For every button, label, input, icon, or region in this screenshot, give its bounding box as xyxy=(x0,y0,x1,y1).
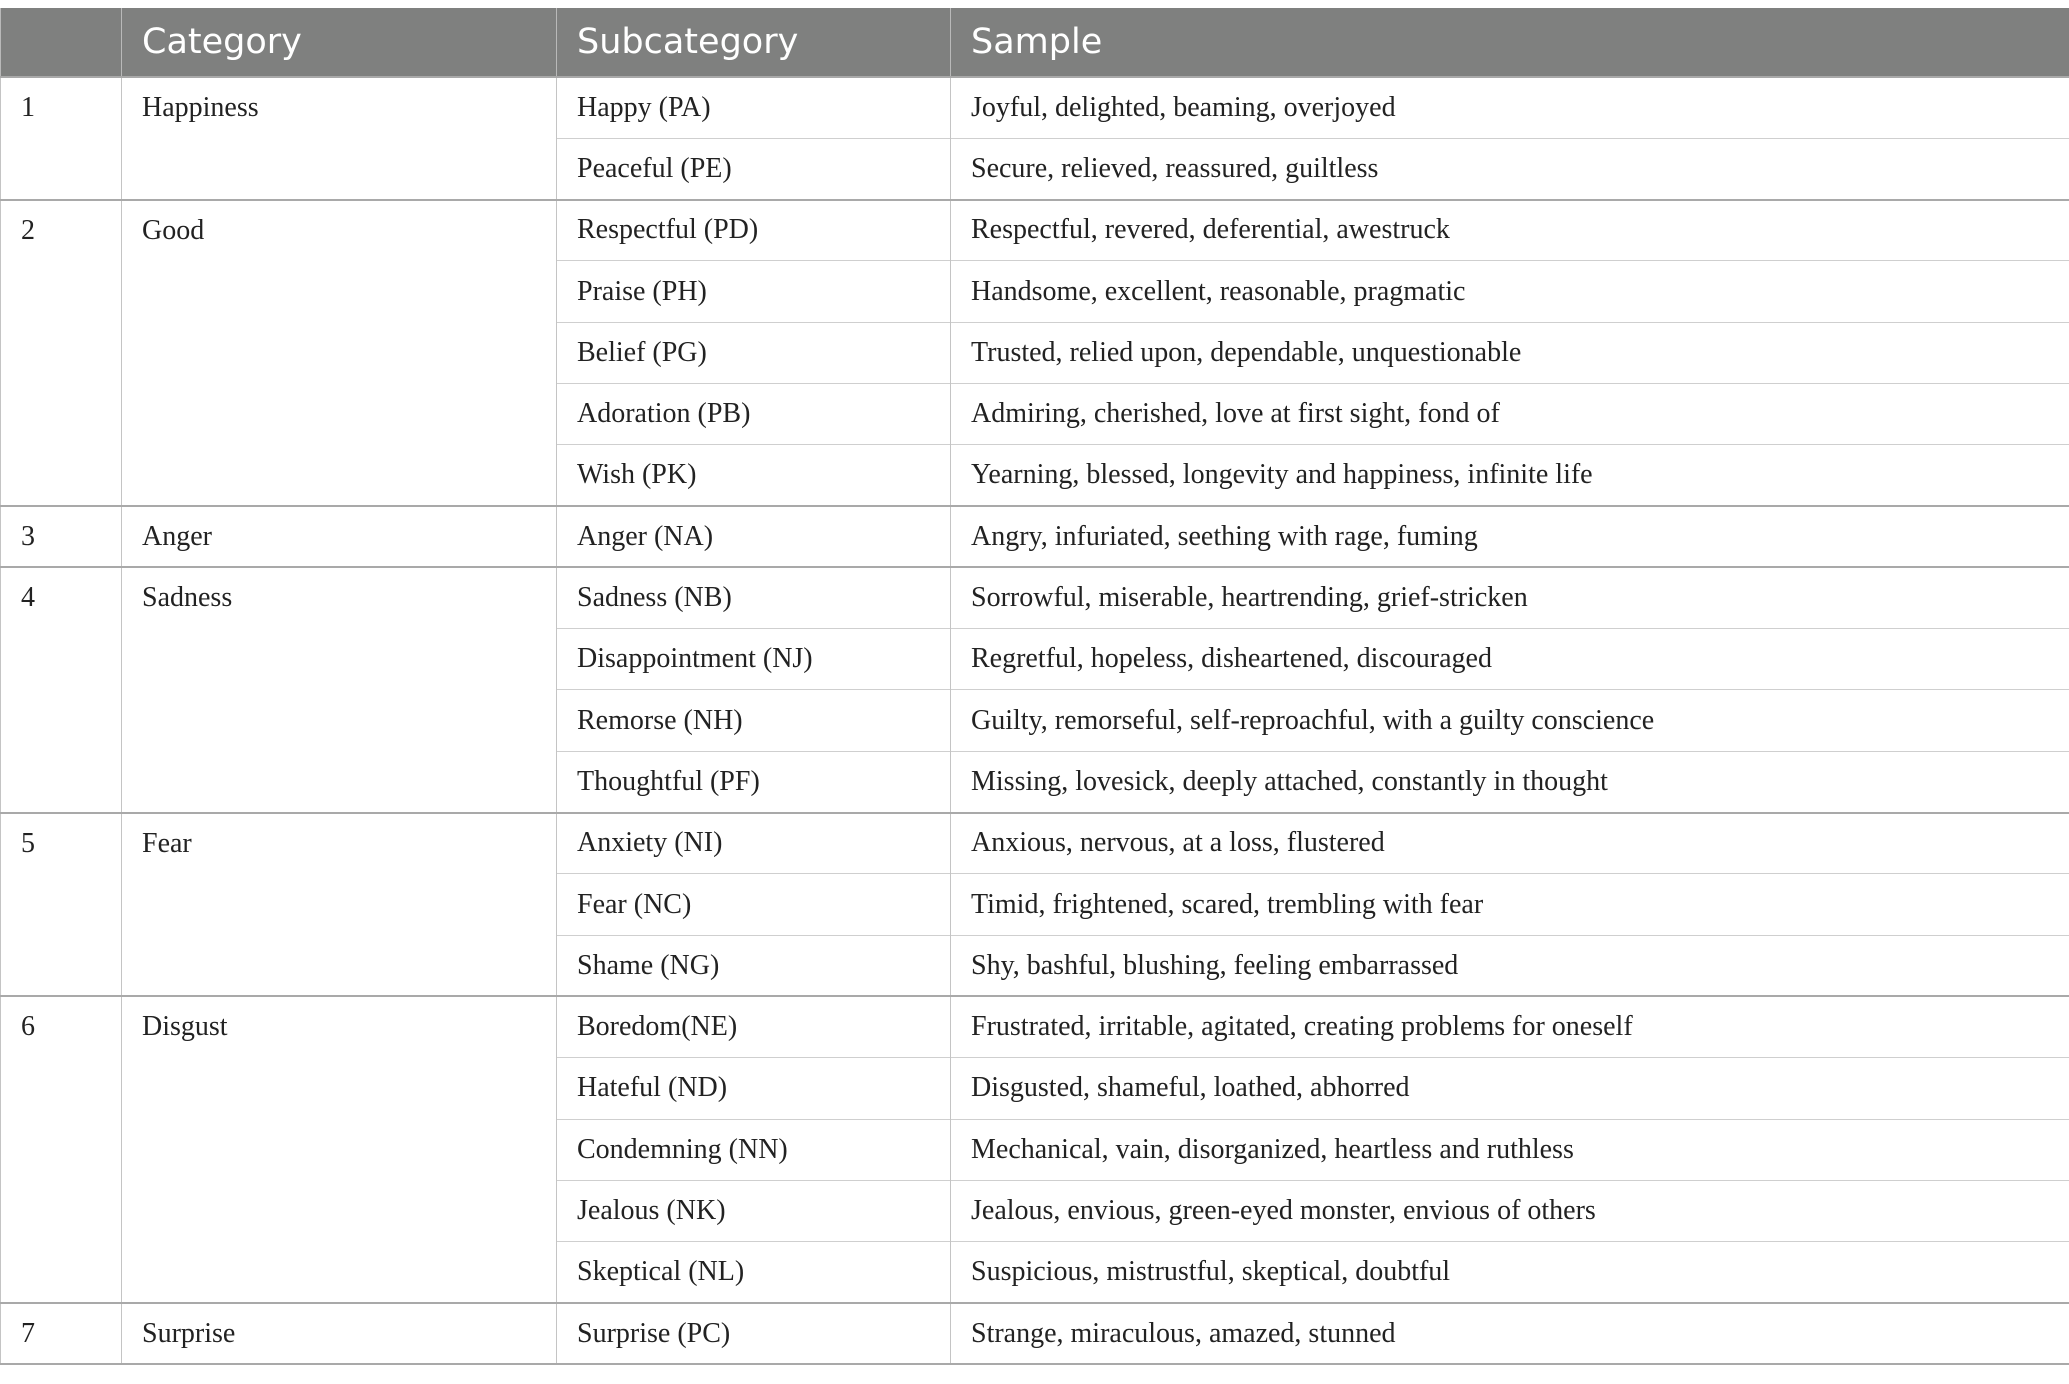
sample-cell: Regretful, hopeless, disheartened, discouraged xyxy=(951,629,2069,690)
table-row xyxy=(1,813,2069,874)
subcategory-cell: Shame (NG) xyxy=(557,935,951,996)
subcategory-cell: Anger (NA) xyxy=(557,506,951,567)
subcategory-cell: Disappointment (NJ) xyxy=(557,629,951,690)
subcategory-cell: Praise (PH) xyxy=(557,261,951,322)
header-row xyxy=(1,8,2069,77)
subcategory-cell: Sadness (NB) xyxy=(557,567,951,628)
sample-cell: Mechanical, vain, disorganized, heartless and ruthless xyxy=(951,1119,2069,1180)
table-row xyxy=(1,506,2069,567)
category-cell: Sadness xyxy=(122,567,557,812)
sample-cell: Anxious, nervous, at a loss, flustered xyxy=(951,813,2069,874)
sample-cell: Angry, infuriated, seething with rage, fuming xyxy=(951,506,2069,567)
sample-cell: Respectful, revered, deferential, awestruck xyxy=(951,200,2069,261)
category-cell: Fear xyxy=(122,813,557,997)
category-cell: Good xyxy=(122,200,557,506)
sample-cell: Frustrated, irritable, agitated, creating problems for oneself xyxy=(951,996,2069,1057)
header-subcategory: Subcategory xyxy=(557,8,951,77)
sample-cell: Missing, lovesick, deeply attached, constantly in thought xyxy=(951,751,2069,812)
category-cell: Anger xyxy=(122,506,557,567)
sample-cell: Shy, bashful, blushing, feeling embarrassed xyxy=(951,935,2069,996)
row-number: 5 xyxy=(1,813,122,997)
table-row xyxy=(1,996,2069,1057)
subcategory-cell: Thoughtful (PF) xyxy=(557,751,951,812)
category-cell: Disgust xyxy=(122,996,557,1302)
sample-cell: Guilty, remorseful, self-reproachful, with a guilty conscience xyxy=(951,690,2069,751)
sample-cell: Sorrowful, miserable, heartrending, grief-stricken xyxy=(951,567,2069,628)
table-row xyxy=(1,1303,2069,1364)
row-number: 2 xyxy=(1,200,122,506)
subcategory-cell: Condemning (NN) xyxy=(557,1119,951,1180)
subcategory-cell: Wish (PK) xyxy=(557,445,951,506)
table-body xyxy=(1,77,2069,1364)
sample-cell: Strange, miraculous, amazed, stunned xyxy=(951,1303,2069,1364)
subcategory-cell: Peaceful (PE) xyxy=(557,138,951,199)
table-row xyxy=(1,200,2069,261)
sample-cell: Secure, relieved, reassured, guiltless xyxy=(951,138,2069,199)
sample-cell: Suspicious, mistrustful, skeptical, doubtful xyxy=(951,1242,2069,1303)
table-row xyxy=(1,77,2069,138)
row-number: 7 xyxy=(1,1303,122,1364)
emotion-category-table xyxy=(0,8,2069,1365)
category-cell: Surprise xyxy=(122,1303,557,1364)
sample-cell: Trusted, relied upon, dependable, unquestionable xyxy=(951,322,2069,383)
sample-cell: Disgusted, shameful, loathed, abhorred xyxy=(951,1058,2069,1119)
header-category: Category xyxy=(122,8,557,77)
row-number: 1 xyxy=(1,77,122,200)
row-number: 4 xyxy=(1,567,122,812)
category-cell: Happiness xyxy=(122,77,557,200)
header-number xyxy=(1,8,122,77)
subcategory-cell: Respectful (PD) xyxy=(557,200,951,261)
subcategory-cell: Jealous (NK) xyxy=(557,1180,951,1241)
table-row xyxy=(1,567,2069,628)
sample-cell: Yearning, blessed, longevity and happiness, infinite life xyxy=(951,445,2069,506)
subcategory-cell: Anxiety (NI) xyxy=(557,813,951,874)
subcategory-cell: Adoration (PB) xyxy=(557,383,951,444)
row-number: 3 xyxy=(1,506,122,567)
sample-cell: Admiring, cherished, love at first sight, fond of xyxy=(951,383,2069,444)
subcategory-cell: Surprise (PC) xyxy=(557,1303,951,1364)
table-header xyxy=(1,8,2069,77)
row-number: 6 xyxy=(1,996,122,1302)
subcategory-cell: Boredom(NE) xyxy=(557,996,951,1057)
subcategory-cell: Fear (NC) xyxy=(557,874,951,935)
sample-cell: Handsome, excellent, reasonable, pragmatic xyxy=(951,261,2069,322)
subcategory-cell: Belief (PG) xyxy=(557,322,951,383)
subcategory-cell: Skeptical (NL) xyxy=(557,1242,951,1303)
subcategory-cell: Remorse (NH) xyxy=(557,690,951,751)
sample-cell: Jealous, envious, green-eyed monster, envious of others xyxy=(951,1180,2069,1241)
header-sample: Sample xyxy=(951,8,2069,77)
sample-cell: Joyful, delighted, beaming, overjoyed xyxy=(951,77,2069,138)
subcategory-cell: Happy (PA) xyxy=(557,77,951,138)
sample-cell: Timid, frightened, scared, trembling with fear xyxy=(951,874,2069,935)
subcategory-cell: Hateful (ND) xyxy=(557,1058,951,1119)
